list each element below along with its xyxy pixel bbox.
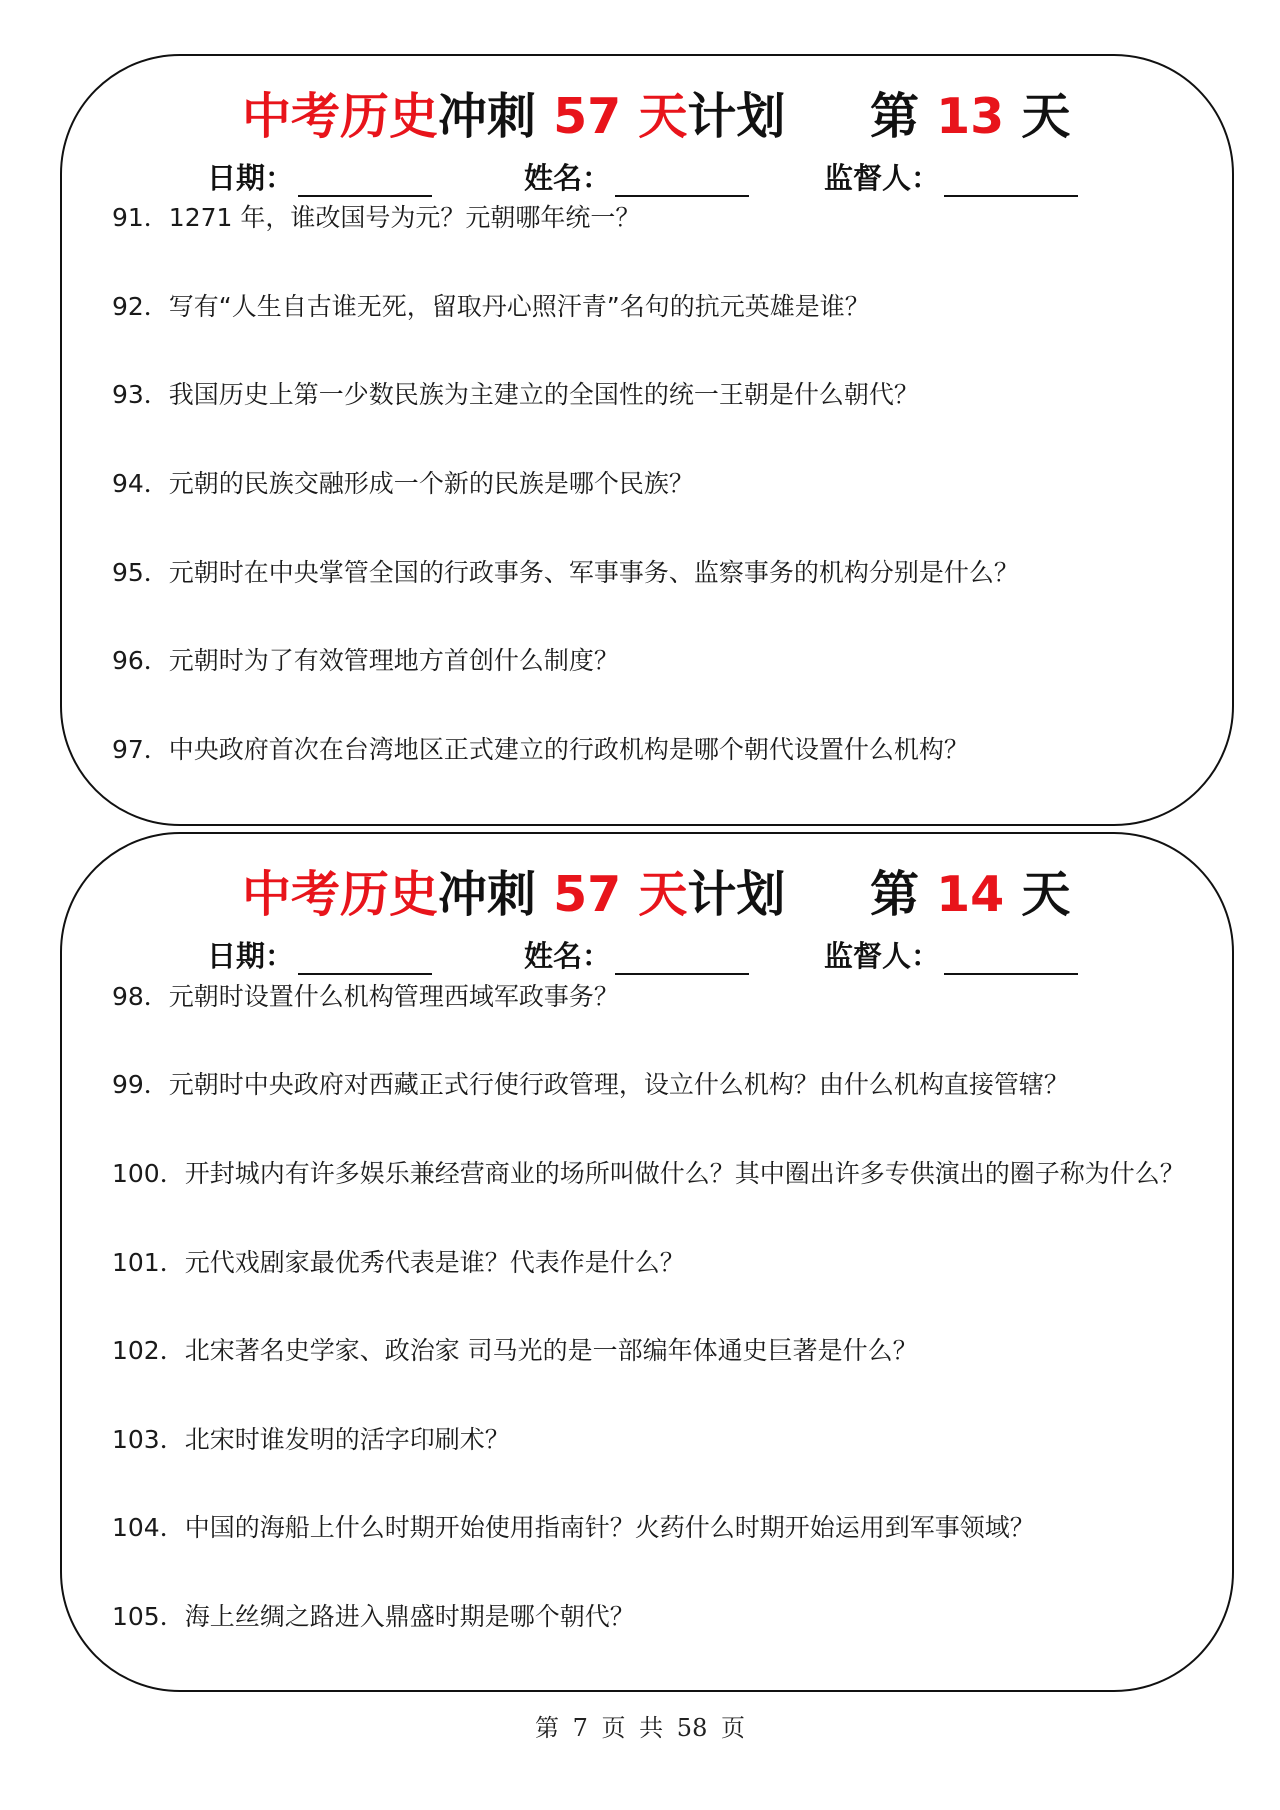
date-label: 日期： [207, 161, 295, 195]
question-item: 97．中央政府首次在台湾地区正式建立的行政机构是哪个朝代设置什么机构？ [112, 735, 969, 764]
day-prefix: 第 [870, 866, 937, 923]
question-item: 101．元代戏剧家最优秀代表是谁？代表作是什么？ [112, 1248, 685, 1277]
info-fields [62, 934, 1232, 974]
question-item: 99．元朝时中央政府对西藏正式行使行政管理，设立什么机构？由什么机构直接管辖？ [112, 1070, 1069, 1099]
date-field[interactable] [207, 934, 432, 975]
date-blank[interactable] [298, 943, 432, 975]
supervisor-blank[interactable] [944, 943, 1078, 975]
day-prefix: 第 [870, 88, 937, 145]
title-part-plan: 计划 [687, 88, 786, 145]
title-part-subject: 中考历史 [242, 88, 439, 145]
question-item: 105．海上丝绸之路进入鼎盛时期是哪个朝代？ [112, 1602, 635, 1631]
question-item: 100．开封城内有许多娱乐兼经营商业的场所叫做什么？其中圈出许多专供演出的圈子称为什么？ [112, 1159, 1185, 1188]
plan-title [62, 856, 1232, 926]
plan-title-text [242, 78, 785, 148]
supervisor-label: 监督人： [824, 161, 941, 195]
date-field[interactable] [207, 156, 432, 197]
date-blank[interactable] [298, 165, 432, 197]
question-item: 92．写有“人生自古谁无死，留取丹心照汗青”名句的抗元英雄是谁？ [112, 292, 870, 321]
question-item: 102．北宋著名史学家、政治家 司马光的是一部编年体通史巨著是什么？ [112, 1336, 918, 1365]
day-number: 14 [936, 866, 1005, 923]
name-label: 姓名： [524, 161, 612, 195]
date-label: 日期： [207, 939, 295, 973]
question-item: 98．元朝时设置什么机构管理西域军政事务？ [112, 982, 619, 1011]
title-part-days: 57 天 [553, 88, 688, 145]
day-14-card [60, 832, 1234, 1692]
supervisor-label: 监督人： [824, 939, 941, 973]
name-blank[interactable] [615, 943, 749, 975]
question-item: 93．我国历史上第一少数民族为主建立的全国性的统一王朝是什么朝代？ [112, 380, 919, 409]
question-item: 94．元朝的民族交融形成一个新的民族是哪个民族？ [112, 469, 694, 498]
question-item: 95．元朝时在中央掌管全国的行政事务、军事事务、监察事务的机构分别是什么？ [112, 558, 1019, 587]
day-label [870, 78, 1070, 148]
page-number: 第 7 页 共 58 页 [535, 1714, 745, 1742]
name-field[interactable] [524, 156, 749, 197]
plan-title [62, 78, 1232, 148]
question-item: 96．元朝时为了有效管理地方首创什么制度？ [112, 646, 619, 675]
info-fields [62, 156, 1232, 196]
name-label: 姓名： [524, 939, 612, 973]
day-suffix: 天 [1004, 88, 1071, 145]
title-part-plan: 计划 [687, 866, 786, 923]
supervisor-field[interactable] [824, 934, 1078, 975]
title-part-subject: 中考历史 [242, 866, 439, 923]
plan-title-text [242, 856, 785, 926]
title-part-sprint: 冲刺 [438, 866, 554, 923]
name-blank[interactable] [615, 165, 749, 197]
question-item: 103．北宋时谁发明的活字印刷术？ [112, 1425, 510, 1454]
question-item: 104．中国的海船上什么时期开始使用指南针？火药什么时期开始运用到军事领域？ [112, 1513, 1035, 1542]
day-suffix: 天 [1004, 866, 1071, 923]
title-part-days: 57 天 [553, 866, 688, 923]
supervisor-blank[interactable] [944, 165, 1078, 197]
day-label [870, 856, 1070, 926]
supervisor-field[interactable] [824, 156, 1078, 197]
title-part-sprint: 冲刺 [438, 88, 554, 145]
question-item: 91．1271 年，谁改国号为元？元朝哪年统一？ [112, 203, 641, 232]
day-13-card [60, 54, 1234, 826]
day-number: 13 [936, 88, 1005, 145]
name-field[interactable] [524, 934, 749, 975]
